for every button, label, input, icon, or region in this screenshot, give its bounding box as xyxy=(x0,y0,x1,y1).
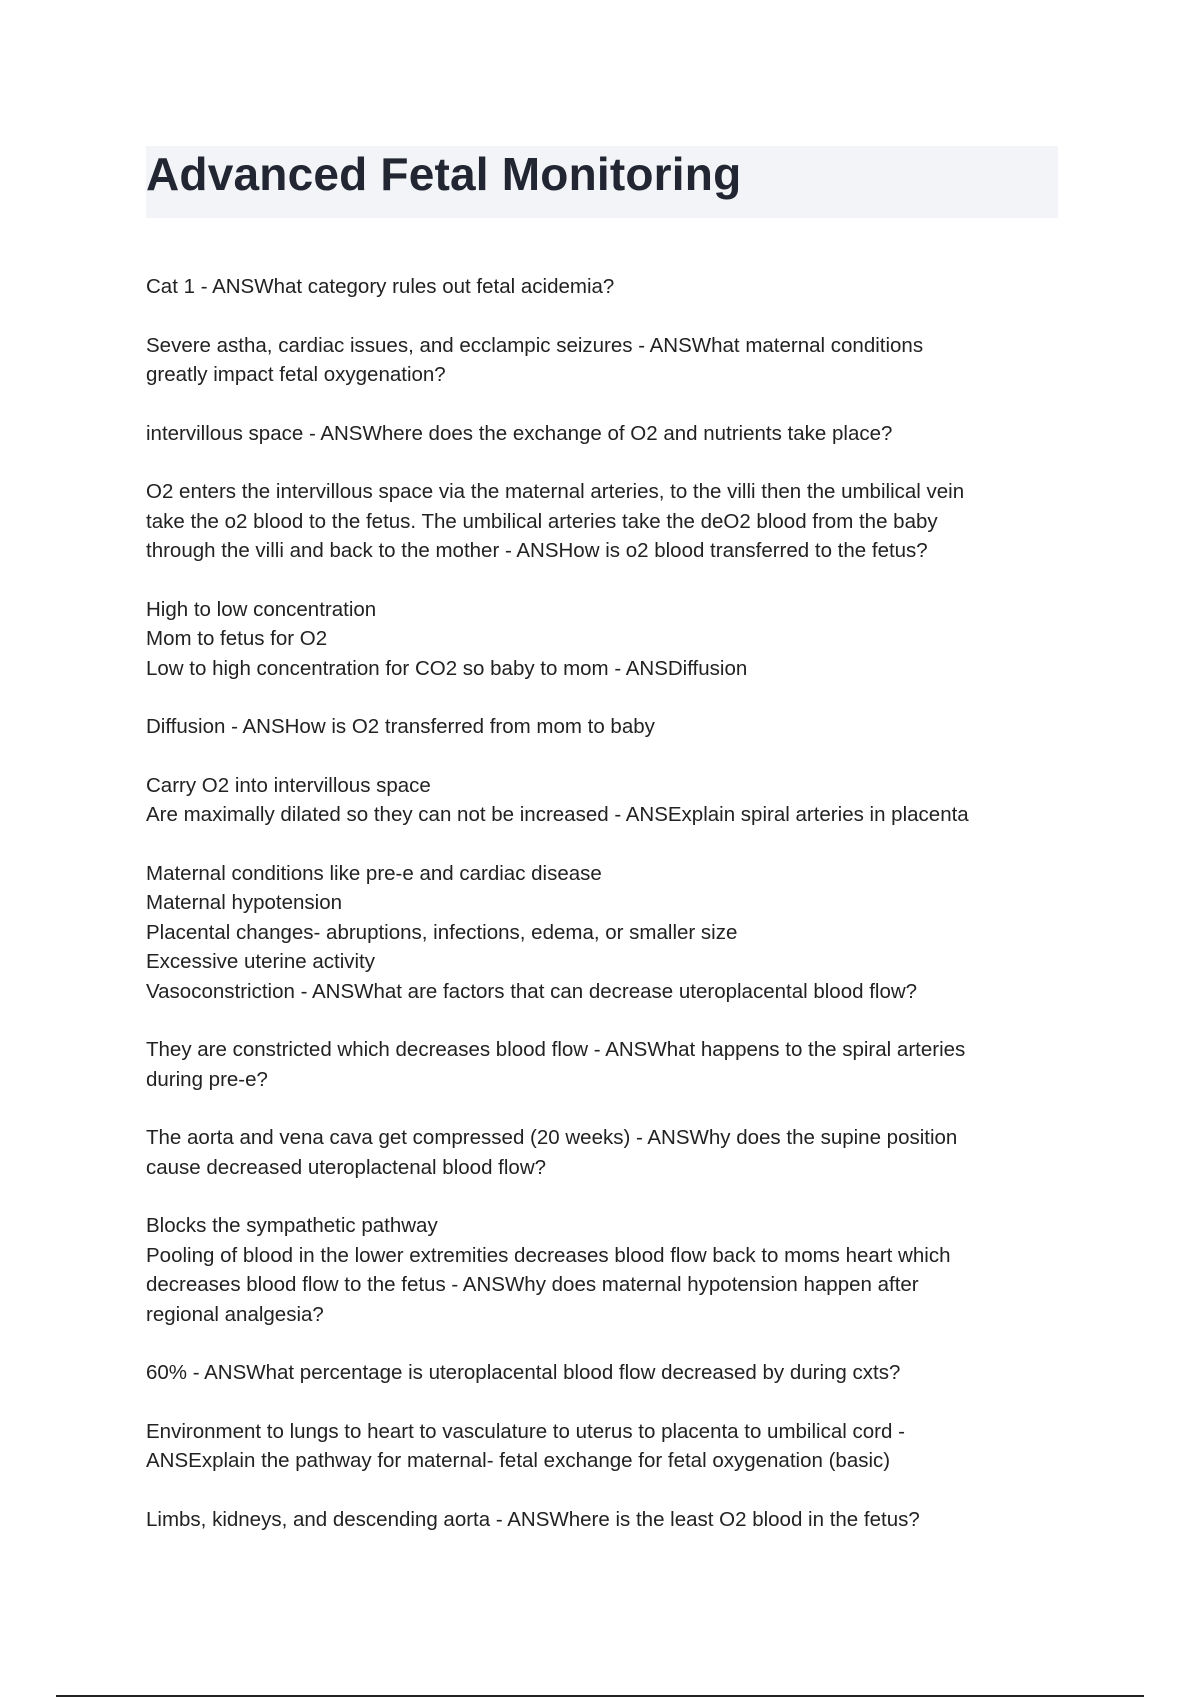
qa-entry-line: Excessive uterine activity xyxy=(146,950,376,973)
qa-entry-line: Vasoconstriction - ANSWhat are factors that can decrease uteroplacental blood flow? xyxy=(146,979,918,1003)
qa-entry-line: Pooling of blood in the lower extremities decreases blood flow back to moms heart which xyxy=(146,1243,951,1267)
qa-entry xyxy=(146,477,1056,566)
qa-entry-line: They are constricted which decreases blood flow - ANSWhat happens to the spiral arteries xyxy=(146,1038,966,1061)
qa-entry-line: decreases blood flow to the fetus - ANSWhy does maternal hypotension happen after xyxy=(146,1273,919,1296)
qa-entry-line: Maternal conditions like pre-e and cardiac disease xyxy=(146,861,602,885)
qa-entry xyxy=(146,272,1056,302)
qa-entry-line: take the o2 blood to the fetus. The umbilical arteries take the deO2 blood from the baby xyxy=(146,509,938,533)
qa-entry-line: during pre-e? xyxy=(146,1067,268,1091)
qa-entry xyxy=(146,595,1056,684)
qa-entry-line: Severe astha, cardiac issues, and ecclampic seizures - ANSWhat maternal conditions xyxy=(146,333,924,357)
qa-entry-line: Maternal hypotension xyxy=(146,891,343,914)
qa-entry-line: cause decreased uteroplactenal blood flow? xyxy=(146,1155,547,1179)
qa-entry-line: O2 enters the intervillous space via the maternal arteries, to the villi then the umbilical vein xyxy=(146,480,965,503)
qa-entry-line: 60% - ANSWhat percentage is uteroplacental blood flow decreased by during cxts? xyxy=(146,1361,901,1384)
page-title: Advanced Fetal Monitoring xyxy=(146,148,742,200)
qa-entry xyxy=(146,1035,1056,1094)
qa-entry-line: Limbs, kidneys, and descending aorta - ANSWhere is the least O2 blood in the fetus? xyxy=(146,1507,920,1531)
qa-entry-line: Diffusion - ANSHow is O2 transferred from mom to baby xyxy=(146,715,655,738)
qa-entry-line: ANSExplain the pathway for maternal- fetal exchange for fetal oxygenation (basic) xyxy=(146,1449,891,1472)
qa-entry xyxy=(146,331,1056,390)
qa-entry-line: Blocks the sympathetic pathway xyxy=(146,1214,438,1237)
qa-entry xyxy=(146,771,1056,830)
qa-entry-line: Are maximally dilated so they can not be increased - ANSExplain spiral arteries in placenta xyxy=(146,803,969,826)
qa-entry-line: Environment to lungs to heart to vasculature to uterus to placenta to umbilical cord - xyxy=(146,1419,905,1443)
footer-divider xyxy=(56,1695,1144,1697)
qa-entry-line: intervillous space - ANSWhere does the exchange of O2 and nutrients take place? xyxy=(146,421,893,445)
qa-entry xyxy=(146,712,1056,742)
qa-entry xyxy=(146,1505,1056,1535)
qa-entry-line: Carry O2 into intervillous space xyxy=(146,773,431,797)
qa-entry-line: Low to high concentration for CO2 so baby to mom - ANSDiffusion xyxy=(146,656,748,680)
qa-entry-line: through the villi and back to the mother - ANSHow is o2 blood transferred to the fetus? xyxy=(146,539,928,562)
qa-entry xyxy=(146,1211,1056,1329)
qa-entry xyxy=(146,1358,1056,1388)
qa-entry-line: Placental changes- abruptions, infections, edema, or smaller size xyxy=(146,920,738,944)
qa-entry xyxy=(146,1417,1056,1476)
qa-entry-line: Mom to fetus for O2 xyxy=(146,627,328,650)
qa-entry xyxy=(146,859,1056,1007)
qa-list xyxy=(146,272,1056,1563)
qa-entry-line: Cat 1 - ANSWhat category rules out fetal acidemia? xyxy=(146,275,615,298)
qa-entry-line: High to low concentration xyxy=(146,597,377,621)
qa-entry-line: greatly impact fetal oxygenation? xyxy=(146,363,446,386)
qa-entry-line: The aorta and vena cava get compressed (20 weeks) - ANSWhy does the supine position xyxy=(146,1126,958,1149)
qa-entry xyxy=(146,1123,1056,1182)
qa-entry xyxy=(146,419,1056,449)
qa-entry-line: regional analgesia? xyxy=(146,1302,324,1326)
